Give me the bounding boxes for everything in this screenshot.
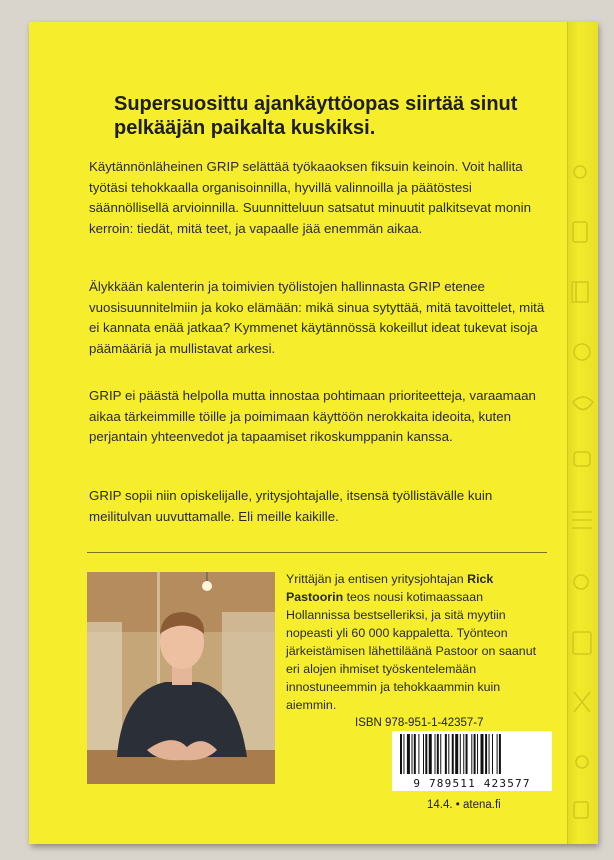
bio-rest: teos nousi kotimaassaan Hollannissa bestselleriksi, ja sitä myytiin nopeasti yli 60 000 kappaletta. Työnteon järkeistämisen lähettiläänä Pastoor on saanut eri alojen ihmiset työskentelemään innostuneemmin ja tehokkaammin kuin aiemmin. xyxy=(286,590,537,712)
barcode-bar xyxy=(435,734,436,774)
headline: Supersuosittu ajankäyttöopas siirtää sinut pelkääjän paikalta kuskiksi. xyxy=(114,93,518,139)
barcode-bar xyxy=(414,734,416,774)
publisher-line: 14.4. • atena.fi xyxy=(427,799,501,811)
author-bio xyxy=(286,570,546,714)
barcode-bar xyxy=(437,734,439,774)
back-cover-panel xyxy=(29,22,567,844)
barcode-bar xyxy=(492,734,493,774)
barcode-bar xyxy=(481,734,484,774)
barcode-bar xyxy=(403,734,404,774)
description-paragraph-1: Käytännönläheinen GRIP selättää työkaaoksen fiksuin keinoin. Voit hallita työtäsi tehokkaalla organisoinnilla, hyvillä valinnoilla ja päätöstesi säännöllisellä arvioinnilla. Suunnitteluun satsatut minuutit palkitsevat monin kerroin: tiedät, mitä teet, ja vapaalle jää enemmän aikaa. xyxy=(89,159,532,236)
barcode-bar xyxy=(477,734,478,774)
divider xyxy=(87,552,547,553)
barcode xyxy=(392,731,552,791)
barcode-bar xyxy=(429,734,432,774)
barcode-bar xyxy=(485,734,487,774)
barcode-bar xyxy=(489,734,490,774)
description-paragraph-4: GRIP sopii niin opiskelijalle, yritysjohtajalle, itsensä työllistävälle kuin meilitulvan uuvuttamalle. Eli meille kaikille. xyxy=(89,488,493,524)
barcode-bar xyxy=(466,734,468,774)
barcode-bar xyxy=(455,734,458,774)
isbn-label: ISBN 978-951-1-42357-7 xyxy=(355,717,484,729)
description-paragraph-3: GRIP ei päästä helpolla mutta innostaa pohtimaan prioriteetteja, varaamaan aikaa tärkeimmille töille ja poimimaan käyttöön nerokkaita ideoita, kuten perjantain yhteenvedot ja tapaamiset rikoskumppanin kanssa. xyxy=(89,388,536,444)
barcode-bar xyxy=(452,734,454,774)
barcode-bar xyxy=(418,734,419,774)
barcode-bar xyxy=(499,734,501,774)
author-name: Rick Pastoorin xyxy=(286,572,494,604)
barcode-bar xyxy=(474,734,476,774)
barcode-bar xyxy=(463,734,464,774)
barcode-bar xyxy=(471,734,472,774)
author-photo xyxy=(87,572,275,784)
barcode-bar xyxy=(400,734,402,774)
barcode-bar xyxy=(407,734,410,774)
barcode-bar xyxy=(497,734,498,774)
barcode-bar xyxy=(423,734,424,774)
barcode-bar xyxy=(425,734,427,774)
barcode-bar xyxy=(440,734,441,774)
barcode-bar xyxy=(412,734,413,774)
barcode-bar xyxy=(448,734,449,774)
book-spine xyxy=(567,22,598,844)
description-paragraph-2: Älykkään kalenterin ja toimivien työlistojen hallinnasta GRIP etenee vuosisuunnitelmiin ja koko elämään: mikä sinua sytyttää, mitä tavoittelet, mitä ei kannata enää jatkaa? Kymmenet käytännössä kokeillut ideat tukevat isoja päämääriä ja mullistavat arkesi. xyxy=(89,279,545,356)
barcode-bar xyxy=(445,734,447,774)
book-back-cover xyxy=(29,22,597,844)
bio-intro: Yrittäjän ja entisen yritysjohtajan xyxy=(286,572,468,586)
barcode-digits: 9 789511 423577 xyxy=(392,777,552,790)
barcode-bar xyxy=(460,734,461,774)
